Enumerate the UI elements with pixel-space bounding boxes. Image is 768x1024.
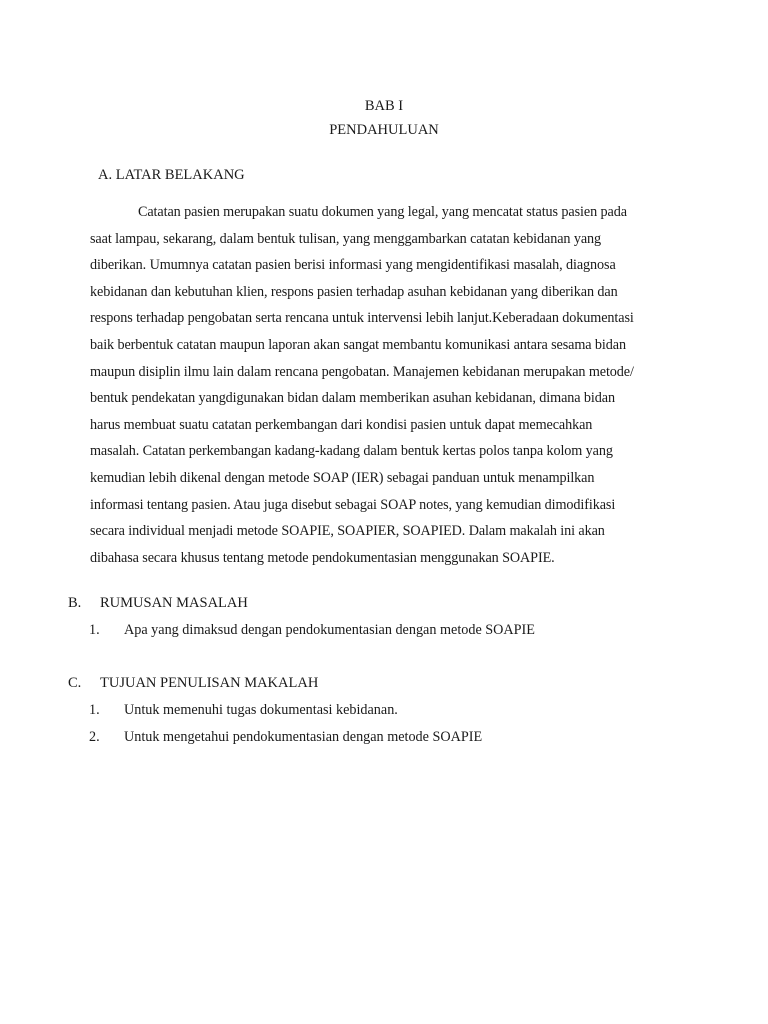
list-item [89, 727, 482, 747]
section-c-title: TUJUAN PENULISAN MAKALAH [100, 675, 319, 691]
paragraph-line: respons terhadap pengobatan serta rencana untuk intervensi lebih lanjut.Keberadaan dokumentasi [90, 310, 634, 327]
background-paragraph [90, 199, 690, 571]
list-item-text: Untuk mengetahui pendokumentasian dengan metode SOAPIE [124, 729, 483, 745]
paragraph-line: informasi tentang pasien. Atau juga disebut sebagai SOAP notes, yang kemudian dimodifikasi [90, 496, 616, 513]
paragraph-line: kebidanan dan kebutuhan klien, respons pasien terhadap asuhan kebidanan yang diberikan dan [90, 283, 618, 300]
section-c-letter: C. [68, 675, 82, 691]
paragraph-line: bentuk pendekatan yangdigunakan bidan dalam memberikan asuhan kebidanan, dimana bidan [90, 390, 615, 407]
paragraph-line: kemudian lebih dikenal dengan metode SOAP (IER) sebagai panduan untuk menampilkan [90, 469, 595, 486]
paragraph-line: masalah. Catatan perkembangan kadang-kadang dalam bentuk kertas polos tanpa kolom yang [90, 443, 613, 460]
section-a-heading: A. LATAR BELAKANG [98, 167, 245, 183]
chapter-name: PENDAHULUAN [329, 122, 439, 138]
paragraph-line: diberikan. Umumnya catatan pasien berisi informasi yang mengidentifikasi masalah, diagnosa [90, 257, 616, 274]
paragraph-line: Catatan pasien merupakan suatu dokumen yang legal, yang mencatat status pasien pada [138, 204, 627, 220]
chapter-number: BAB I [364, 98, 404, 114]
paragraph-line: maupun disiplin ilmu lain dalam rencana pengobatan. Manajemen kebidanan merupakan metode/ [90, 363, 634, 380]
section-c-heading [68, 673, 318, 693]
paragraph-line: saat lampau, sekarang, dalam bentuk tulisan, yang menggambarkan catatan kebidanan yang [90, 230, 602, 247]
section-b-title: RUMUSAN MASALAH [100, 595, 248, 611]
list-item-number: 2. [89, 729, 100, 745]
list-item-number: 1. [89, 622, 100, 638]
paragraph-line: secara individual menjadi metode SOAPIE, SOAPIER, SOAPIED. Dalam makalah ini akan [90, 523, 605, 540]
paragraph-line: dibahasa secara khusus tentang metode pendokumentasian menggunakan SOAPIE. [90, 549, 555, 566]
list-item [89, 620, 535, 640]
list-item-text: Apa yang dimaksud dengan pendokumentasian dengan metode SOAPIE [124, 622, 535, 638]
list-item [89, 700, 398, 720]
paragraph-line: baik berbentuk catatan maupun laporan akan sangat membantu komunikasi antara sesama bidan [90, 336, 626, 353]
paragraph-line: harus membuat suatu catatan perkembangan dari kondisi pasien untuk dapat memecahkan [90, 416, 593, 433]
list-item-number: 1. [89, 702, 100, 718]
chapter-title [0, 94, 768, 142]
list-item-text: Untuk memenuhi tugas dokumentasi kebidanan. [124, 702, 398, 718]
section-b-letter: B. [68, 595, 82, 611]
section-b-heading [68, 593, 248, 613]
